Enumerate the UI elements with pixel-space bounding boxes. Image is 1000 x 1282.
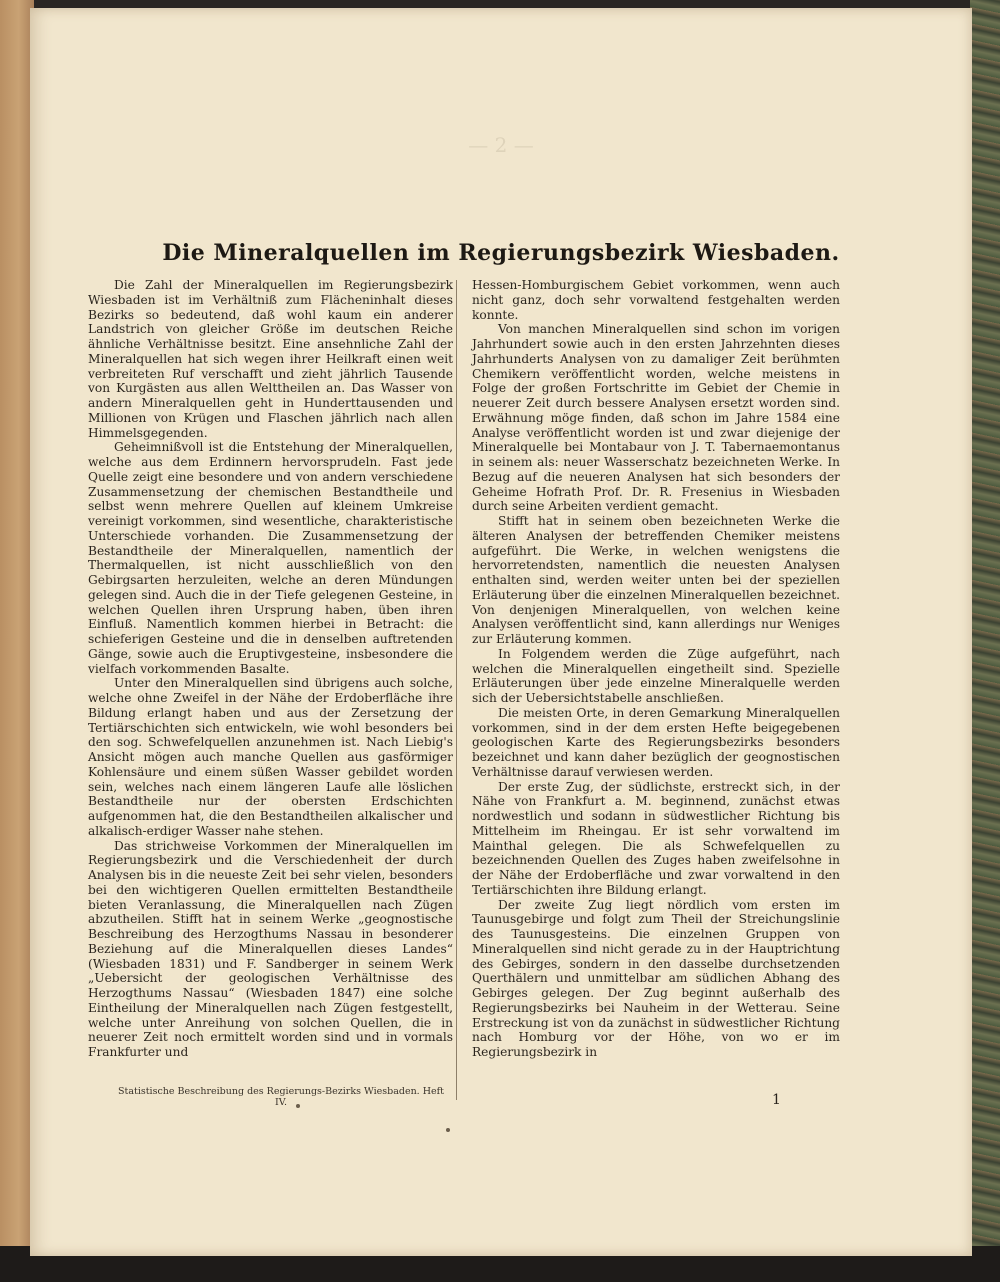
ink-speck bbox=[296, 1104, 300, 1108]
paragraph: Von manchen Mineralquellen sind schon im vorigen Jahrhundert sowie auch in den ersten Jahrzehnten dieses Jahrhunderts Analysen von zu damaliger Zeit berühmten Chemikern veröffentlicht worden, welche meistens in Folge der großen Fortschritte im Gebiet der Chemie in neuerer Zeit durch bessere Analysen ersetzt worden sind. Erwähnung möge finden, daß schon im Jahre 1584 eine Analyse veröffentlicht worden ist und zwar diejenige der Mineralquelle bei Montabaur von J. T. Tabernaemontanus in seinem als: neuer Wasserschatz bezeichneten Werke. In Bezug auf die neueren Analysen hat sich besonders der Geheime Hofrath Prof. Dr. R. Fresenius in Wiesbaden durch seine Arbeiten verdient gemacht. bbox=[472, 322, 840, 514]
paragraph: Unter den Mineralquellen sind übrigens auch solche, welche ohne Zweifel in der Nähe der Erdoberfläche ihre Bildung erlangt haben und aus der Zersetzung der Tertiärschichten sich entwickeln, wie wohl besonders bei den sog. Schwefelquellen anzunehmen ist. Nach Liebig's Ansicht mögen auch manche Quellen aus gasförmiger Kohlensäure und einem süßen Wasser gebildet worden sein, welches nach einem längeren Laufe alle löslichen Bestandtheile nur der obersten Erdschichten aufgenommen hat, die den Bestandtheilen alkalischer und alkalisch-erdiger Wasser nahe stehen. bbox=[88, 676, 453, 838]
paragraph-continuation: Hessen-Homburgischem Gebiet vorkommen, wenn auch nicht ganz, doch sehr vorwaltend festgehalten werden konnte. bbox=[472, 278, 840, 322]
page-number: 1 bbox=[772, 1092, 781, 1108]
footer-publication-line: Statistische Beschreibung des Regierungs-Bezirks Wiesbaden. Heft IV. bbox=[118, 1086, 444, 1108]
ink-speck bbox=[446, 1128, 450, 1132]
paragraph: Geheimnißvoll ist die Entstehung der Mineralquellen, welche aus dem Erdinnern hervorsprudeln. Fast jede Quelle zeigt eine besondere und von andern verschiedene Zusammensetzung der chemischen Bestandtheile und selbst wenn mehrere Quellen auf kleinem Umkreise vereinigt vorkommen, sind wesentliche, charakteristische Unterschiede vorhanden. Die Zusammensetzung der Bestandtheile der Mineralquellen, namentlich der Thermalquellen, ist nicht ausschließlich von den Gebirgsarten herzuleiten, welche an deren Mündungen gelegen sind. Auch die in der Tiefe gelegenen Gesteine, in welchen Quellen ihren Ursprung haben, üben ihren Einfluß. Namentlich kommen hierbei in Betracht: die schieferigen Gesteine und die in denselben auftretenden Gänge, sowie auch die Eruptivgesteine, insbesondere die vielfach vorkommenden Basalte. bbox=[88, 440, 453, 676]
paragraph: Das strichweise Vorkommen der Mineralquellen im Regierungsbezirk und die Verschiedenheit der durch Analysen bis in die neueste Zeit bei sehr vielen, besonders bei den wichtigeren Quellen ermittelten Bestandtheile bieten Veranlassung, die Mineralquellen nach Zügen abzutheilen. Stifft hat in seinem Werke „geognostische Beschreibung des Herzogthums Nassau in besonderer Beziehung auf die Mineralquellen dieses Landes“ (Wiesbaden 1831) und F. Sandberger in seinem Werk „Uebersicht der geologischen Verhältnisse des Herzogthums Nassau“ (Wiesbaden 1847) eine solche Eintheilung der Mineralquellen nach Zügen festgestellt, welche unter Anreihung von solchen Quellen, die in neuerer Zeit noch ermittelt worden sind und in vormals Frankfurter und bbox=[88, 838, 453, 1059]
left-text-column bbox=[88, 278, 453, 1060]
binding-board-left bbox=[0, 0, 34, 1250]
book-page bbox=[30, 8, 972, 1256]
paragraph: In Folgendem werden die Züge aufgeführt, nach welchen die Mineralquellen eingetheilt sind. Spezielle Erläuterungen über jede einzelne Mineralquelle werden sich der Uebersichtstabelle anschließen. bbox=[472, 646, 840, 705]
paragraph: Der erste Zug, der südlichste, erstreckt sich, in der Nähe von Frankfurt a. M. beginnend, zunächst etwas nordwestlich und sodann in südwestlicher Richtung bis Mittelheim im Rheingau. Er ist sehr vorwaltend im Mainthal gelegen. Die als Schwefelquellen zu bezeichnenden Quellen des Zuges haben zweifelsohne in der Nähe der Erdoberfläche und zwar vorwaltend in den Tertiärschichten ihre Bildung erlangt. bbox=[472, 779, 840, 897]
article-headline: Die Mineralquellen im Regierungsbezirk Wiesbaden. bbox=[162, 240, 840, 266]
right-text-column bbox=[472, 278, 840, 1060]
paragraph: Stifft hat in seinem oben bezeichneten Werke die älteren Analysen der betreffenden Chemiker meistens aufgeführt. Die Werke, in welchen wenigstens die hervorretendsten, namentlich die neuesten Analysen enthalten sind, werden weiter unten bei der speziellen Erläuterung über die einzelnen Mineralquellen bezeichnet. Von denjenigen Mineralquellen, von welchen keine Analysen veröffentlicht sind, kann allerdings nur Weniges zur Erläuterung kommen. bbox=[472, 514, 840, 646]
bleed-through-page-number: — 2 — bbox=[468, 133, 534, 157]
paragraph: Die meisten Orte, in deren Gemarkung Mineralquellen vorkommen, sind in der dem ersten Hefte beigegebenen geologischen Karte des Regierungsbezirks besonders bezeichnet und kann daher bezüglich der geognostischen Verhältnisse darauf verwiesen werden. bbox=[472, 705, 840, 779]
column-divider bbox=[456, 280, 457, 1100]
binding-board-right bbox=[970, 0, 1000, 1250]
paragraph: Die Zahl der Mineralquellen im Regierungsbezirk Wiesbaden ist im Verhältniß zum Flächeninhalt dieses Bezirks so bedeutend, daß wohl kaum ein anderer Landstrich von gleicher Größe im deutschen Reiche ähnliche Verhältnisse besitzt. Eine ansehnliche Zahl der Mineralquellen hat sich wegen ihrer Heilkraft einen weit verbreiteten Ruf verschafft und zieht jährlich Tausende von Kurgästen aus allen Welttheilen an. Das Wasser von andern Mineralquellen geht in Hunderttausenden und Millionen von Krügen und Flaschen jährlich nach allen Himmelsgegenden. bbox=[88, 278, 453, 440]
paragraph: Der zweite Zug liegt nördlich vom ersten im Taunusgebirge und folgt zum Theil der Streichungslinie des Taunusgesteins. Die einzelnen Gruppen von Mineralquellen sind nicht gerade zu in der Hauptrichtung des Gebirges, sondern in den dasselbe durchsetzenden Querthälern und unmittelbar am südlichen Abhang des Gebirges gelegen. Der Zug beginnt außerhalb des Regierungsbezirks bei Nauheim in der Wetterau. Seine Erstreckung ist von da zunächst in südwestlicher Richtung nach Homburg vor der Höhe, von wo er im Regierungsbezirk in bbox=[472, 897, 840, 1059]
